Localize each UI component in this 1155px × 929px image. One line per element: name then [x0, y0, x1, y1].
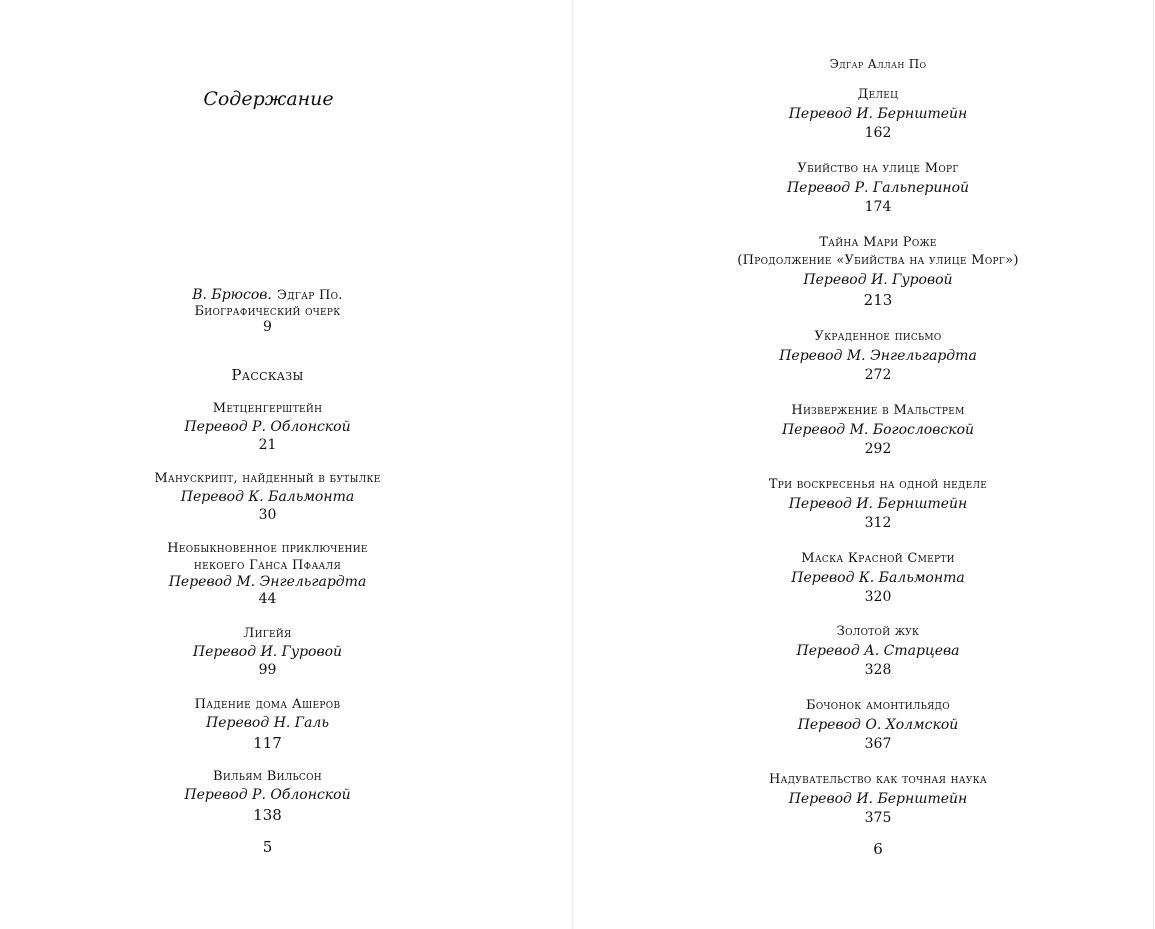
entry-title: Вильям Вильсон	[213, 769, 322, 784]
entry-translator: Перевод И. Гуровой	[803, 272, 953, 288]
intro-author: В. Брюсов.	[192, 287, 272, 303]
entry-translator: Перевод О. Холмской	[797, 717, 959, 733]
entry-translator: Перевод Р. Гальпериной	[786, 180, 970, 196]
entry-title: Тайна Мари Роже	[819, 235, 937, 250]
entry-page: 320	[864, 589, 892, 605]
entry-title: Надувательство как точная наука	[768, 772, 988, 787]
entry-title: Необыкновенное приключение	[167, 541, 368, 556]
entry-title: Манускрипт, найденный в бутылке	[154, 471, 381, 486]
page-number: 6	[873, 840, 883, 858]
entry-translator: Перевод Р. Облонской	[184, 787, 351, 803]
entry-translator: Перевод А. Старцева	[796, 643, 960, 659]
entry-page: 367	[864, 736, 892, 752]
intro-title-line1: Эдгар По.	[276, 288, 343, 303]
toc-entry	[573, 771, 1155, 827]
entry-page: 99	[258, 662, 277, 678]
entry-page: 21	[258, 437, 277, 453]
toc-entry	[573, 402, 1155, 458]
entry-page: 117	[253, 734, 282, 752]
toc-entry	[0, 400, 535, 454]
page-number: 5	[262, 838, 273, 856]
entry-page: 375	[864, 810, 892, 826]
toc-entry	[573, 160, 1155, 216]
section-heading: Рассказы	[231, 366, 304, 384]
toc-entry	[0, 768, 535, 824]
entry-title-line2: (Продолжение «Убийства на улице Морг»)	[737, 253, 1019, 268]
intro-title-line2: Биографический очерк	[194, 304, 341, 319]
left-page	[0, 0, 573, 929]
entry-translator: Перевод М. Энгельгардта	[779, 348, 977, 364]
toc-entry	[573, 550, 1155, 606]
entry-page: 162	[864, 125, 892, 141]
entry-translator: Перевод И. Гуровой	[192, 644, 343, 660]
toc-entry	[0, 696, 535, 752]
entry-title: Маска Красной Смерти	[801, 551, 955, 566]
running-head: Эдгар Аллан По	[829, 57, 927, 71]
toc-entry	[0, 625, 535, 679]
entry-title: Золотой жук	[836, 624, 920, 639]
entry-page: 44	[258, 591, 277, 607]
entry-title: Падение дома Ашеров	[194, 697, 341, 712]
entry-translator: Перевод И. Бернштейн	[788, 106, 968, 122]
entry-page: 312	[864, 515, 892, 531]
entry-translator: Перевод И. Бернштейн	[788, 791, 968, 807]
contents-title: Содержание	[203, 88, 334, 110]
right-page	[573, 0, 1154, 929]
entry-title: Метценгерштейн	[212, 401, 323, 416]
toc-entry	[573, 476, 1155, 532]
entry-page: 174	[864, 199, 892, 215]
intro-page: 9	[263, 319, 272, 335]
toc-entry	[573, 623, 1155, 679]
entry-translator: Перевод Р. Облонской	[184, 419, 351, 435]
entry-title: Низвержение в Мальстрем	[791, 403, 965, 418]
toc-entry	[573, 697, 1155, 753]
toc-entry	[0, 540, 535, 608]
entry-page: 292	[864, 441, 892, 457]
entry-page: 213	[863, 291, 893, 309]
intro-entry	[0, 285, 535, 336]
toc-entry	[573, 328, 1155, 384]
toc-entry	[573, 86, 1155, 142]
entry-title: Украденное письмо	[814, 329, 942, 344]
entry-page: 30	[258, 507, 277, 523]
toc-entry	[573, 234, 1155, 309]
entry-translator: Перевод М. Богословской	[781, 422, 975, 438]
toc-entry	[0, 470, 535, 524]
entry-translator: Перевод Н. Галь	[206, 715, 329, 731]
entry-translator: Перевод М. Энгельгардта	[168, 574, 367, 590]
entry-translator: Перевод И. Бернштейн	[788, 496, 968, 512]
entry-translator: Перевод К. Бальмонта	[180, 489, 355, 505]
entry-title: Бочонок амонтильядо	[806, 698, 950, 713]
entry-page: 138	[253, 806, 282, 824]
entry-title: Лигейя	[243, 626, 292, 641]
entry-title: Делец	[857, 87, 899, 102]
entry-title: Три воскресенья на одной неделе	[768, 477, 988, 492]
entry-page: 272	[864, 367, 892, 383]
entry-title: Убийство на улице Морг	[797, 161, 959, 176]
entry-translator: Перевод К. Бальмонта	[791, 570, 965, 586]
entry-page: 328	[864, 662, 892, 678]
entry-title-line2: некоего Ганса Пфааля	[193, 558, 342, 573]
